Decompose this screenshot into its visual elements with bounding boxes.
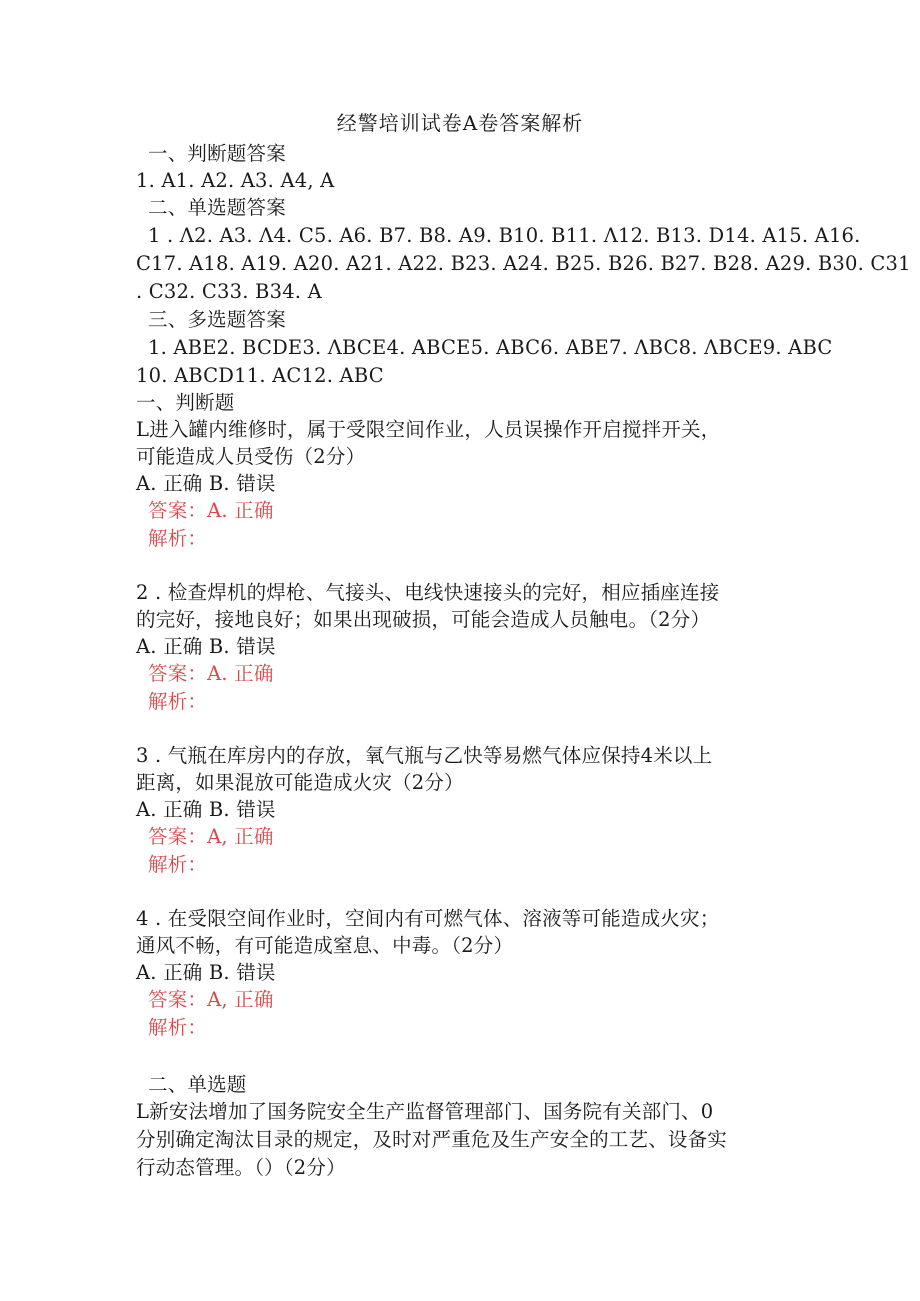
question-answer: 答案：A. 正确 [148,662,274,685]
question-text: 可能造成人员受伤（2分） [136,445,366,468]
question-options: A. 正确 B. 错误 [136,798,276,821]
question-text: 分别确定淘汰目录的规定，及时对严重危及生产安全的工艺、设备实 [136,1128,728,1151]
document-title: 经警培训试卷A卷答案解析 [336,111,584,135]
judge-answers-header: 一、判断题答案 [148,142,286,165]
question-text: 通风不畅，有可能造成窒息、中毒。（2分） [136,934,514,957]
question-answer: 答案：A, 正确 [148,988,274,1011]
question-text: 距离，如果混放可能造成火灾（2分） [136,771,464,794]
question-text: 行动态管理。（）（2分） [136,1156,346,1179]
multi-answers-header: 三、多选题答案 [148,308,286,331]
judge-answers-text: 1. A1. A2. A3. A4, A [136,169,335,192]
question-text: L新安法增加了国务院安全生产监督管理部门、国务院有关部门、0 [136,1100,714,1123]
question-answer: 答案：A, 正确 [148,825,274,848]
section-single-heading: 二、单选题 [148,1073,247,1096]
question-text: 2 . 检查焊机的焊枪、气接头、电线快速接头的完好，相应插座连接 [136,581,720,604]
question-analysis: 解析： [148,1016,208,1039]
multi-answers-line: 1. ABE2. BCDE3. ΛBCE4. ABCE5. ABC6. ABE7. ΛBC8. ΛBCE9. ABC [148,336,833,359]
question-text: L进入罐内维修时，属于受限空间作业，人员误操作开启搅拌开关， [136,418,721,441]
question-text: 4 . 在受限空间作业时，空间内有可燃气体、溶液等可能造成火灾； [136,907,720,930]
question-analysis: 解析： [148,690,208,713]
single-answers-line: 1 . Λ2. A3. Λ4. C5. A6. B7. B8. A9. B10. B11. Λ12. B13. D14. A15. A16. [148,224,861,247]
single-answers-line: C17. A18. A19. A20. A21. A22. B23. A24. B25. B26. B27. B28. A29. B30. C31 [136,252,911,275]
question-options: A. 正确 B. 错误 [136,961,276,984]
section-judge-heading: 一、判断题 [136,391,235,414]
question-answer: 答案：A. 正确 [148,499,274,522]
question-options: A. 正确 B. 错误 [136,472,276,495]
single-answers-header: 二、单选题答案 [148,196,286,219]
question-text: 的完好，接地良好；如果出现破损，可能会造成人员触电。（2分） [136,608,711,631]
single-answers-line: . C32. C33. B34. A [136,280,322,303]
multi-answers-line: 10. ABCD11. AC12. ABC [136,364,384,387]
question-options: A. 正确 B. 错误 [136,635,276,658]
question-analysis: 解析： [148,853,208,876]
question-text: 3 . 气瓶在库房内的存放，氧气瓶与乙快等易燃气体应保持4米以上 [136,744,713,767]
question-analysis: 解析： [148,527,208,550]
